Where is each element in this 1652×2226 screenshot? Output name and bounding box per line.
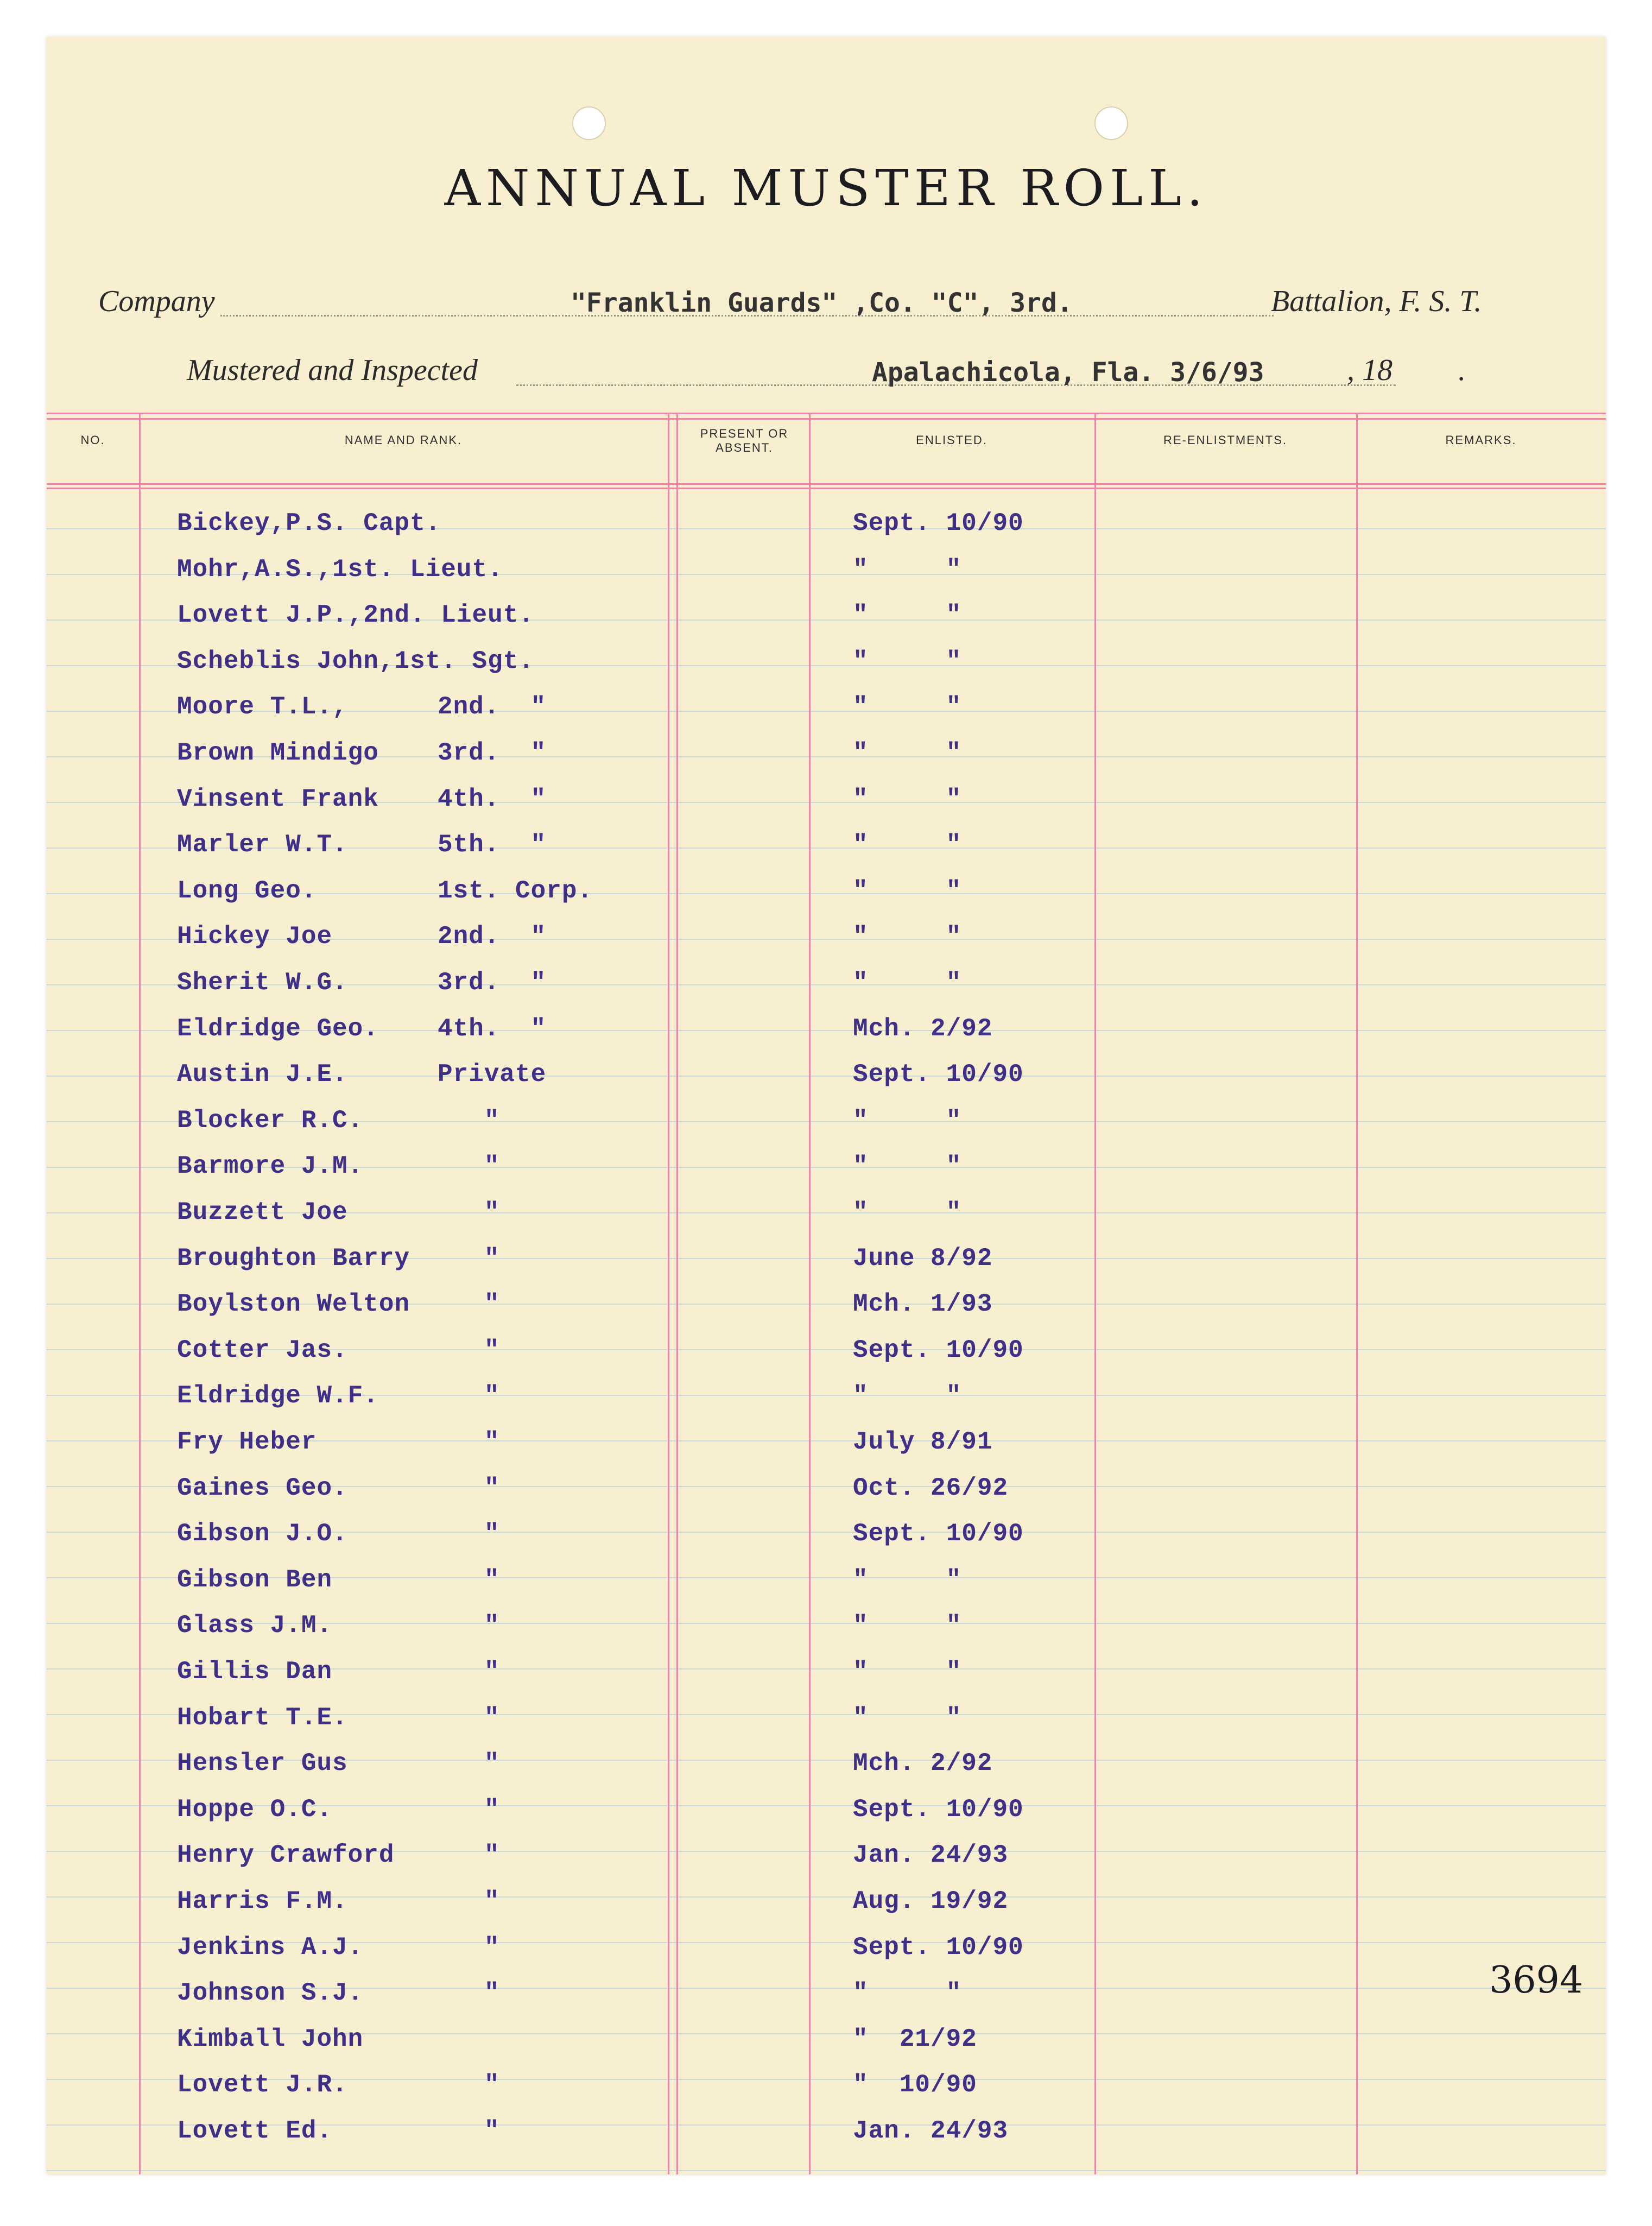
roster-rank: " xyxy=(438,1933,500,1962)
roster-enlisted: June 8/92 xyxy=(853,1244,993,1273)
roster-enlisted: " " xyxy=(853,922,962,951)
roster-enlisted: " " xyxy=(853,1611,962,1640)
roster-name: Lovett Ed. xyxy=(177,2117,333,2145)
year-suffix: . xyxy=(1458,353,1466,387)
roster-name: Broughton Barry xyxy=(177,1244,410,1273)
roster-enlisted: " " xyxy=(853,1382,962,1410)
roster-rank: " xyxy=(438,2071,500,2099)
roster-name: Gaines Geo. xyxy=(177,1474,348,1502)
roster-name: Kimball John xyxy=(177,2025,364,2053)
roster-name: Hickey Joe xyxy=(177,922,333,951)
roster-rank: " xyxy=(438,1382,500,1410)
roster-name: Long Geo. xyxy=(177,877,317,905)
muster-roll-sheet xyxy=(47,37,1606,2174)
roster-enlisted: July 8/91 xyxy=(853,1428,993,1456)
roster-enlisted: Mch. 1/93 xyxy=(853,1290,993,1318)
roster-enlisted: Mch. 2/92 xyxy=(853,1015,993,1043)
roster-rank: " xyxy=(438,2117,500,2145)
company-label: Company xyxy=(98,284,215,318)
column-header-name-rank: NAME AND RANK. xyxy=(344,433,463,447)
roster-enlisted: " " xyxy=(853,739,962,767)
roster-enlisted: " 21/92 xyxy=(853,2025,977,2053)
roster-name: Gibson J.O. xyxy=(177,1520,348,1548)
stamp-number: 3694 xyxy=(1489,1959,1583,2002)
roster-enlisted: " " xyxy=(853,831,962,859)
roster-rank: 2nd. " xyxy=(438,922,547,951)
roster-rank: " xyxy=(438,1658,500,1686)
roster-rank: 2nd. " xyxy=(438,693,547,721)
roster-name: Lovett J.R. xyxy=(177,2071,348,2099)
roster-enlisted: Sept. 10/90 xyxy=(853,1520,1024,1548)
roster-name: Mohr,A.S.,1st. Lieut. xyxy=(177,555,503,584)
roster-name: Sherit W.G. xyxy=(177,969,348,997)
roster-name: Hoppe O.C. xyxy=(177,1795,333,1824)
roster-enlisted: " " xyxy=(853,785,962,813)
roster-rank: " xyxy=(438,1611,500,1640)
roster-enlisted: " " xyxy=(853,555,962,584)
roster-enlisted: Oct. 26/92 xyxy=(853,1474,1009,1502)
roster-name: Jenkins A.J. xyxy=(177,1933,364,1962)
roster-rank: " xyxy=(438,1979,500,2007)
roster-enlisted: " " xyxy=(853,1106,962,1135)
mustered-label: Mustered and Inspected xyxy=(187,353,478,387)
column-header-enlisted: ENLISTED. xyxy=(916,433,988,447)
roster-name: Fry Heber xyxy=(177,1428,317,1456)
roster-enlisted: " " xyxy=(853,693,962,721)
roster-enlisted: " " xyxy=(853,969,962,997)
roster-enlisted: Aug. 19/92 xyxy=(853,1887,1009,1915)
roster-enlisted: " " xyxy=(853,1566,962,1594)
mustered-value: Apalachicola, Fla. 3/6/93 xyxy=(872,357,1264,388)
roster-enlisted: " " xyxy=(853,601,962,629)
roster-enlisted: Sept. 10/90 xyxy=(853,509,1024,537)
roster-name: Lovett J.P.,2nd. Lieut. xyxy=(177,601,534,629)
roster-enlisted: " " xyxy=(853,1198,962,1226)
column-header-remarks: REMARKS. xyxy=(1445,433,1517,447)
column-header-no: NO. xyxy=(80,433,105,447)
roster-name: Marler W.T. xyxy=(177,831,348,859)
roster-rank: " xyxy=(438,1749,500,1778)
roster-name: Moore T.L., xyxy=(177,693,348,721)
roster-enlisted: " " xyxy=(853,877,962,905)
roster-rank: " xyxy=(438,1474,500,1502)
roster-name: Eldridge W.F. xyxy=(177,1382,379,1410)
roster-name: Hensler Gus xyxy=(177,1749,348,1778)
roster-name: Vinsent Frank xyxy=(177,785,379,813)
roster-enlisted: " " xyxy=(853,1704,962,1732)
roster-name: Bickey,P.S. Capt. xyxy=(177,509,441,537)
column-header-reenlistments: RE-ENLISTMENTS. xyxy=(1163,433,1288,447)
roster-name: Austin J.E. xyxy=(177,1060,348,1089)
roster-enlisted: " 10/90 xyxy=(853,2071,977,2099)
roster-rank: " xyxy=(438,1795,500,1824)
roster-rank: 5th. " xyxy=(438,831,547,859)
roster-name: Blocker R.C. xyxy=(177,1106,364,1135)
roster-enlisted: Sept. 10/90 xyxy=(853,1795,1024,1824)
roster-enlisted: " " xyxy=(853,1658,962,1686)
column-header-present-absent: PRESENT OR ABSENT. xyxy=(700,427,789,454)
roster-rank: 1st. Corp. xyxy=(438,877,593,905)
roster-name: Buzzett Joe xyxy=(177,1198,348,1226)
roster-enlisted: Sept. 10/90 xyxy=(853,1933,1024,1962)
roster-name: Glass J.M. xyxy=(177,1611,333,1640)
roster-enlisted: Jan. 24/93 xyxy=(853,1841,1009,1869)
roster-name: Eldridge Geo. xyxy=(177,1015,379,1043)
roster-rank: " xyxy=(438,1336,500,1364)
roster-rank: " xyxy=(438,1704,500,1732)
roster-rank: 4th. " xyxy=(438,1015,547,1043)
battalion-label: Battalion, F. S. T. xyxy=(1271,284,1482,318)
roster-rank: 3rd. " xyxy=(438,969,547,997)
roster-rank: " xyxy=(438,1887,500,1915)
year-label: , 18 xyxy=(1347,353,1393,387)
company-value: "Franklin Guards" ,Co. "C", 3rd. xyxy=(571,288,1073,318)
roster-enlisted: Sept. 10/90 xyxy=(853,1060,1024,1089)
roster-name: Henry Crawford xyxy=(177,1841,395,1869)
roster-name: Gillis Dan xyxy=(177,1658,333,1686)
roster-enlisted: Sept. 10/90 xyxy=(853,1336,1024,1364)
roster-enlisted: " " xyxy=(853,1979,962,2007)
roster-rows xyxy=(47,37,1606,2174)
roster-rank: 4th. " xyxy=(438,785,547,813)
roster-enlisted: Mch. 2/92 xyxy=(853,1749,993,1778)
roster-rank: Private xyxy=(438,1060,547,1089)
roster-enlisted: " " xyxy=(853,647,962,675)
roster-name: Cotter Jas. xyxy=(177,1336,348,1364)
roster-rank: " xyxy=(438,1106,500,1135)
roster-name: Scheblis John,1st. Sgt. xyxy=(177,647,534,675)
roster-name: Gibson Ben xyxy=(177,1566,333,1594)
roster-name: Hobart T.E. xyxy=(177,1704,348,1732)
roster-rank: " xyxy=(438,1290,500,1318)
roster-enlisted: " " xyxy=(853,1152,962,1180)
roster-rank: " xyxy=(438,1244,500,1273)
roster-name: Johnson S.J. xyxy=(177,1979,364,2007)
roster-enlisted: Jan. 24/93 xyxy=(853,2117,1009,2145)
roster-rank: 3rd. " xyxy=(438,739,547,767)
roster-rank: " xyxy=(438,1152,500,1180)
roster-name: Harris F.M. xyxy=(177,1887,348,1915)
roster-rank: " xyxy=(438,1566,500,1594)
roster-rank: " xyxy=(438,1841,500,1869)
roster-rank: " xyxy=(438,1198,500,1226)
roster-name: Brown Mindigo xyxy=(177,739,379,767)
roster-rank: " xyxy=(438,1520,500,1548)
roster-rank: " xyxy=(438,1428,500,1456)
roster-name: Boylston Welton xyxy=(177,1290,410,1318)
roster-name: Barmore J.M. xyxy=(177,1152,364,1180)
document-title: ANNUAL MUSTER ROLL. xyxy=(444,159,1208,217)
